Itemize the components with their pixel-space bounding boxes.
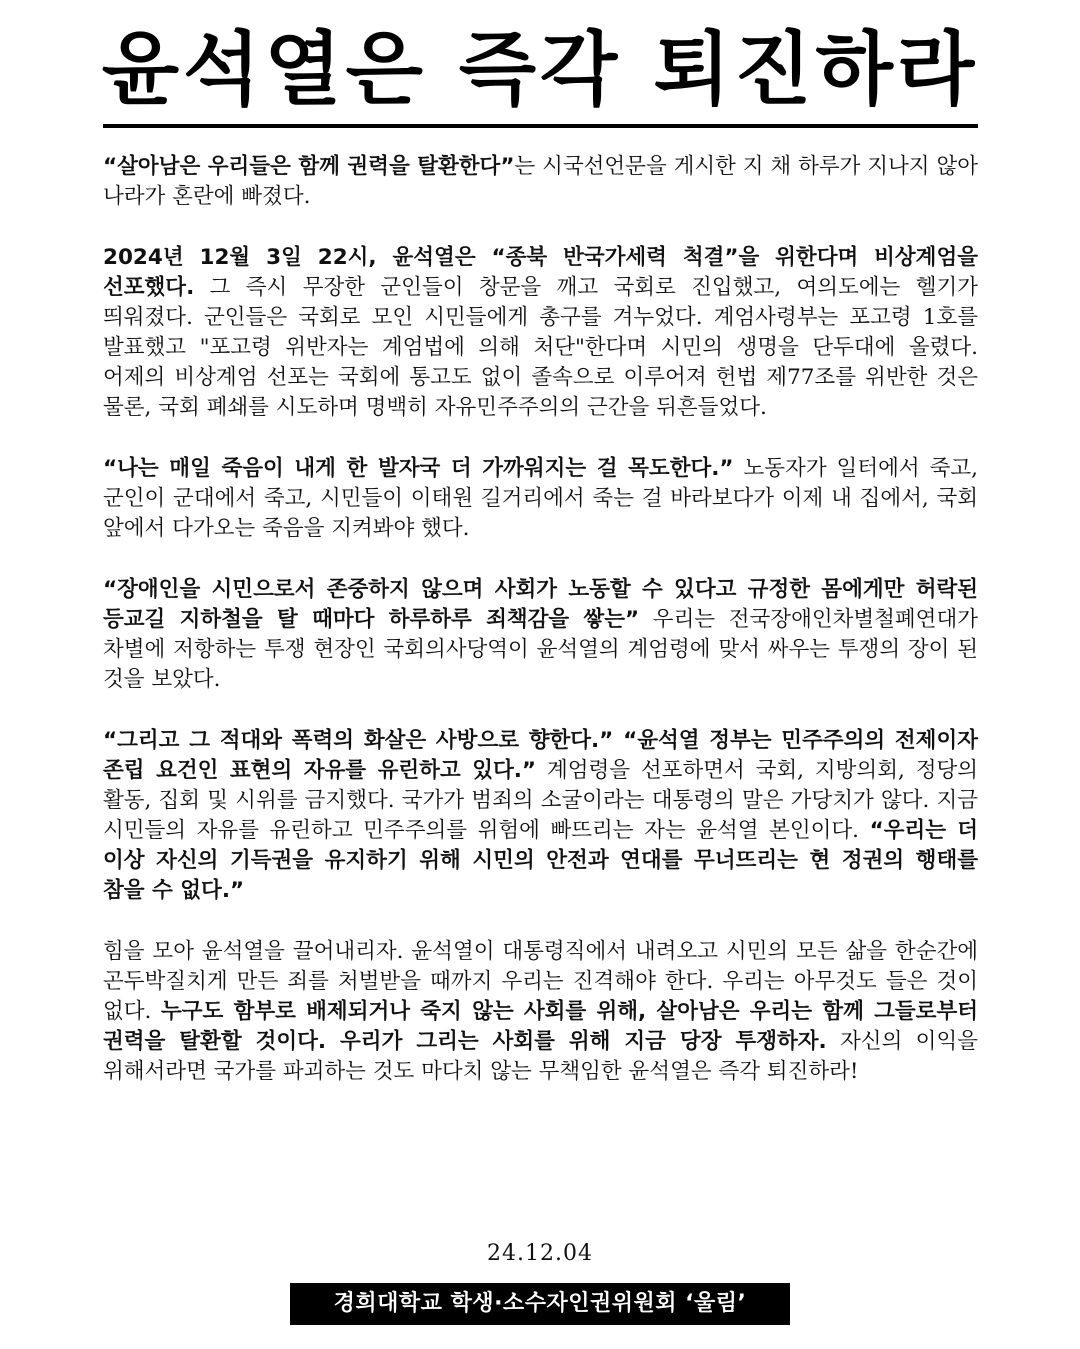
paragraph-2: [103, 243, 978, 423]
paragraph-3-bold: “나는 매일 죽음이 내게 한 발자국 더 가까워지는 걸 목도한다.”: [103, 456, 734, 481]
paragraph-6: [103, 937, 978, 1087]
paragraph-4-bold: “장애인을 시민으로서 존중하지 않으며 사회가 노동할 수 있다고 규정한 몸에게만 허락된 등교길 지하철을 탈 때마다 하루하루 죄책감을 쌓는”: [103, 577, 978, 632]
paragraph-6-bold: 누구도 함부로 배제되거나 죽지 않는 사회를 위해, 살아남은 우리는 함께 그들로부터 권력을 탈환할 것이다. 우리가 그리는 사회를 위해 지금 당장 투쟁하자.: [103, 999, 978, 1054]
paragraph-1-bold: “살아남은 우리들은 함께 권력을 탈환한다”: [103, 154, 515, 179]
paragraph-1-text: 는 시국선언문을 게시한 지 채 하루가 지나지 않아 나라가 혼란에 빠졌다.: [103, 154, 978, 209]
signature-badge: 경희대학교 학생·소수자인권위원회 ‘울림’: [290, 1283, 790, 1325]
paragraph-3-text: 노동자가 일터에서 죽고, 군인이 군대에서 죽고, 시민들이 이태원 길거리에서 죽는 걸 바라보다가 이제 내 집에서, 국회 앞에서 다가오는 죽음을 지켜봐야 했다.: [103, 456, 978, 541]
paragraph-4-text: 우리는 전국장애인차별철폐연대가 차별에 저항하는 투쟁 현장인 국회의사당역이 윤석열의 계엄령에 맞서 싸우는 투쟁의 장이 된 것을 보았다.: [103, 607, 978, 692]
paragraph-5-bold: “그리고 그 적대와 폭력의 화살은 사방으로 향한다.” “윤석열 정부는 민주주의의 전제이자 존립 요건인 표현의 자유를 유린하고 있다.”: [103, 728, 978, 783]
statement-body: [103, 152, 978, 1118]
paragraph-4: [103, 575, 978, 695]
paragraph-6-text: 힘을 모아 윤석열을 끌어내리자. 윤석열이 대통령직에서 내려오고 시민의 모든 삶을 한순간에 곤두박질치게 만든 죄를 처벌받을 때까지 우리는 진격해야 한다. 우리는 아무것도 들은 것이 없다.: [103, 939, 978, 1024]
paragraph-3: [103, 454, 978, 544]
paragraph-2-text: 그 즉시 무장한 군인들이 창문을 깨고 국회로 진입했고, 여의도에는 헬기가 띄워졌다. 군인들은 국회로 모인 시민들에게 총구를 겨누었다. 계엄사령부는 포고령 1호를 발표했고 "포고령 위반자는 계엄법에 의해 처단"한다며 시민의 생명을 단두대에 올렸다. 어제의 비상계엄 선포는 국회에 통고도 없이 졸속으로 이루어져 헌법 제77조를 위반한 것은 물론, 국회 폐쇄를 시도하며 명백히 자유민주주의의 근간을 뒤흔들었다.: [103, 275, 978, 420]
paragraph-5-text: 계엄령을 선포하면서 국회, 지방의회, 정당의 활동, 집회 및 시위를 금지했다. 국가가 범죄의 소굴이라는 대통령의 말은 가당치가 않다. 지금 시민들의 자유를 유린하고 민주주의를 위험에 빠뜨리는 자는 윤석열 본인이다.: [103, 758, 978, 843]
paragraph-1: [103, 152, 978, 212]
page-title: 윤석열은 즉각 퇴진하라: [101, 23, 979, 116]
paragraph-5: [103, 726, 978, 906]
paragraph-5-bold-closing: “우리는 더 이상 자신의 기득권을 유지하기 위해 시민의 안전과 연대를 무너뜨리는 현 정권의 행태를 참을 수 없다.”: [103, 818, 978, 903]
title-divider: [103, 124, 978, 128]
paragraph-2-bold: 2024년 12월 3일 22시, 윤석열은 “종북 반국가세력 척결”을 위한다며 비상계엄을 선포했다.: [103, 245, 978, 300]
paragraph-6-text-closing: 자신의 이익을 위해서라면 국가를 파괴하는 것도 마다치 않는 무책임한 윤석열은 즉각 퇴진하라!: [103, 1029, 978, 1084]
statement-date: 24.12.04: [487, 1241, 593, 1266]
